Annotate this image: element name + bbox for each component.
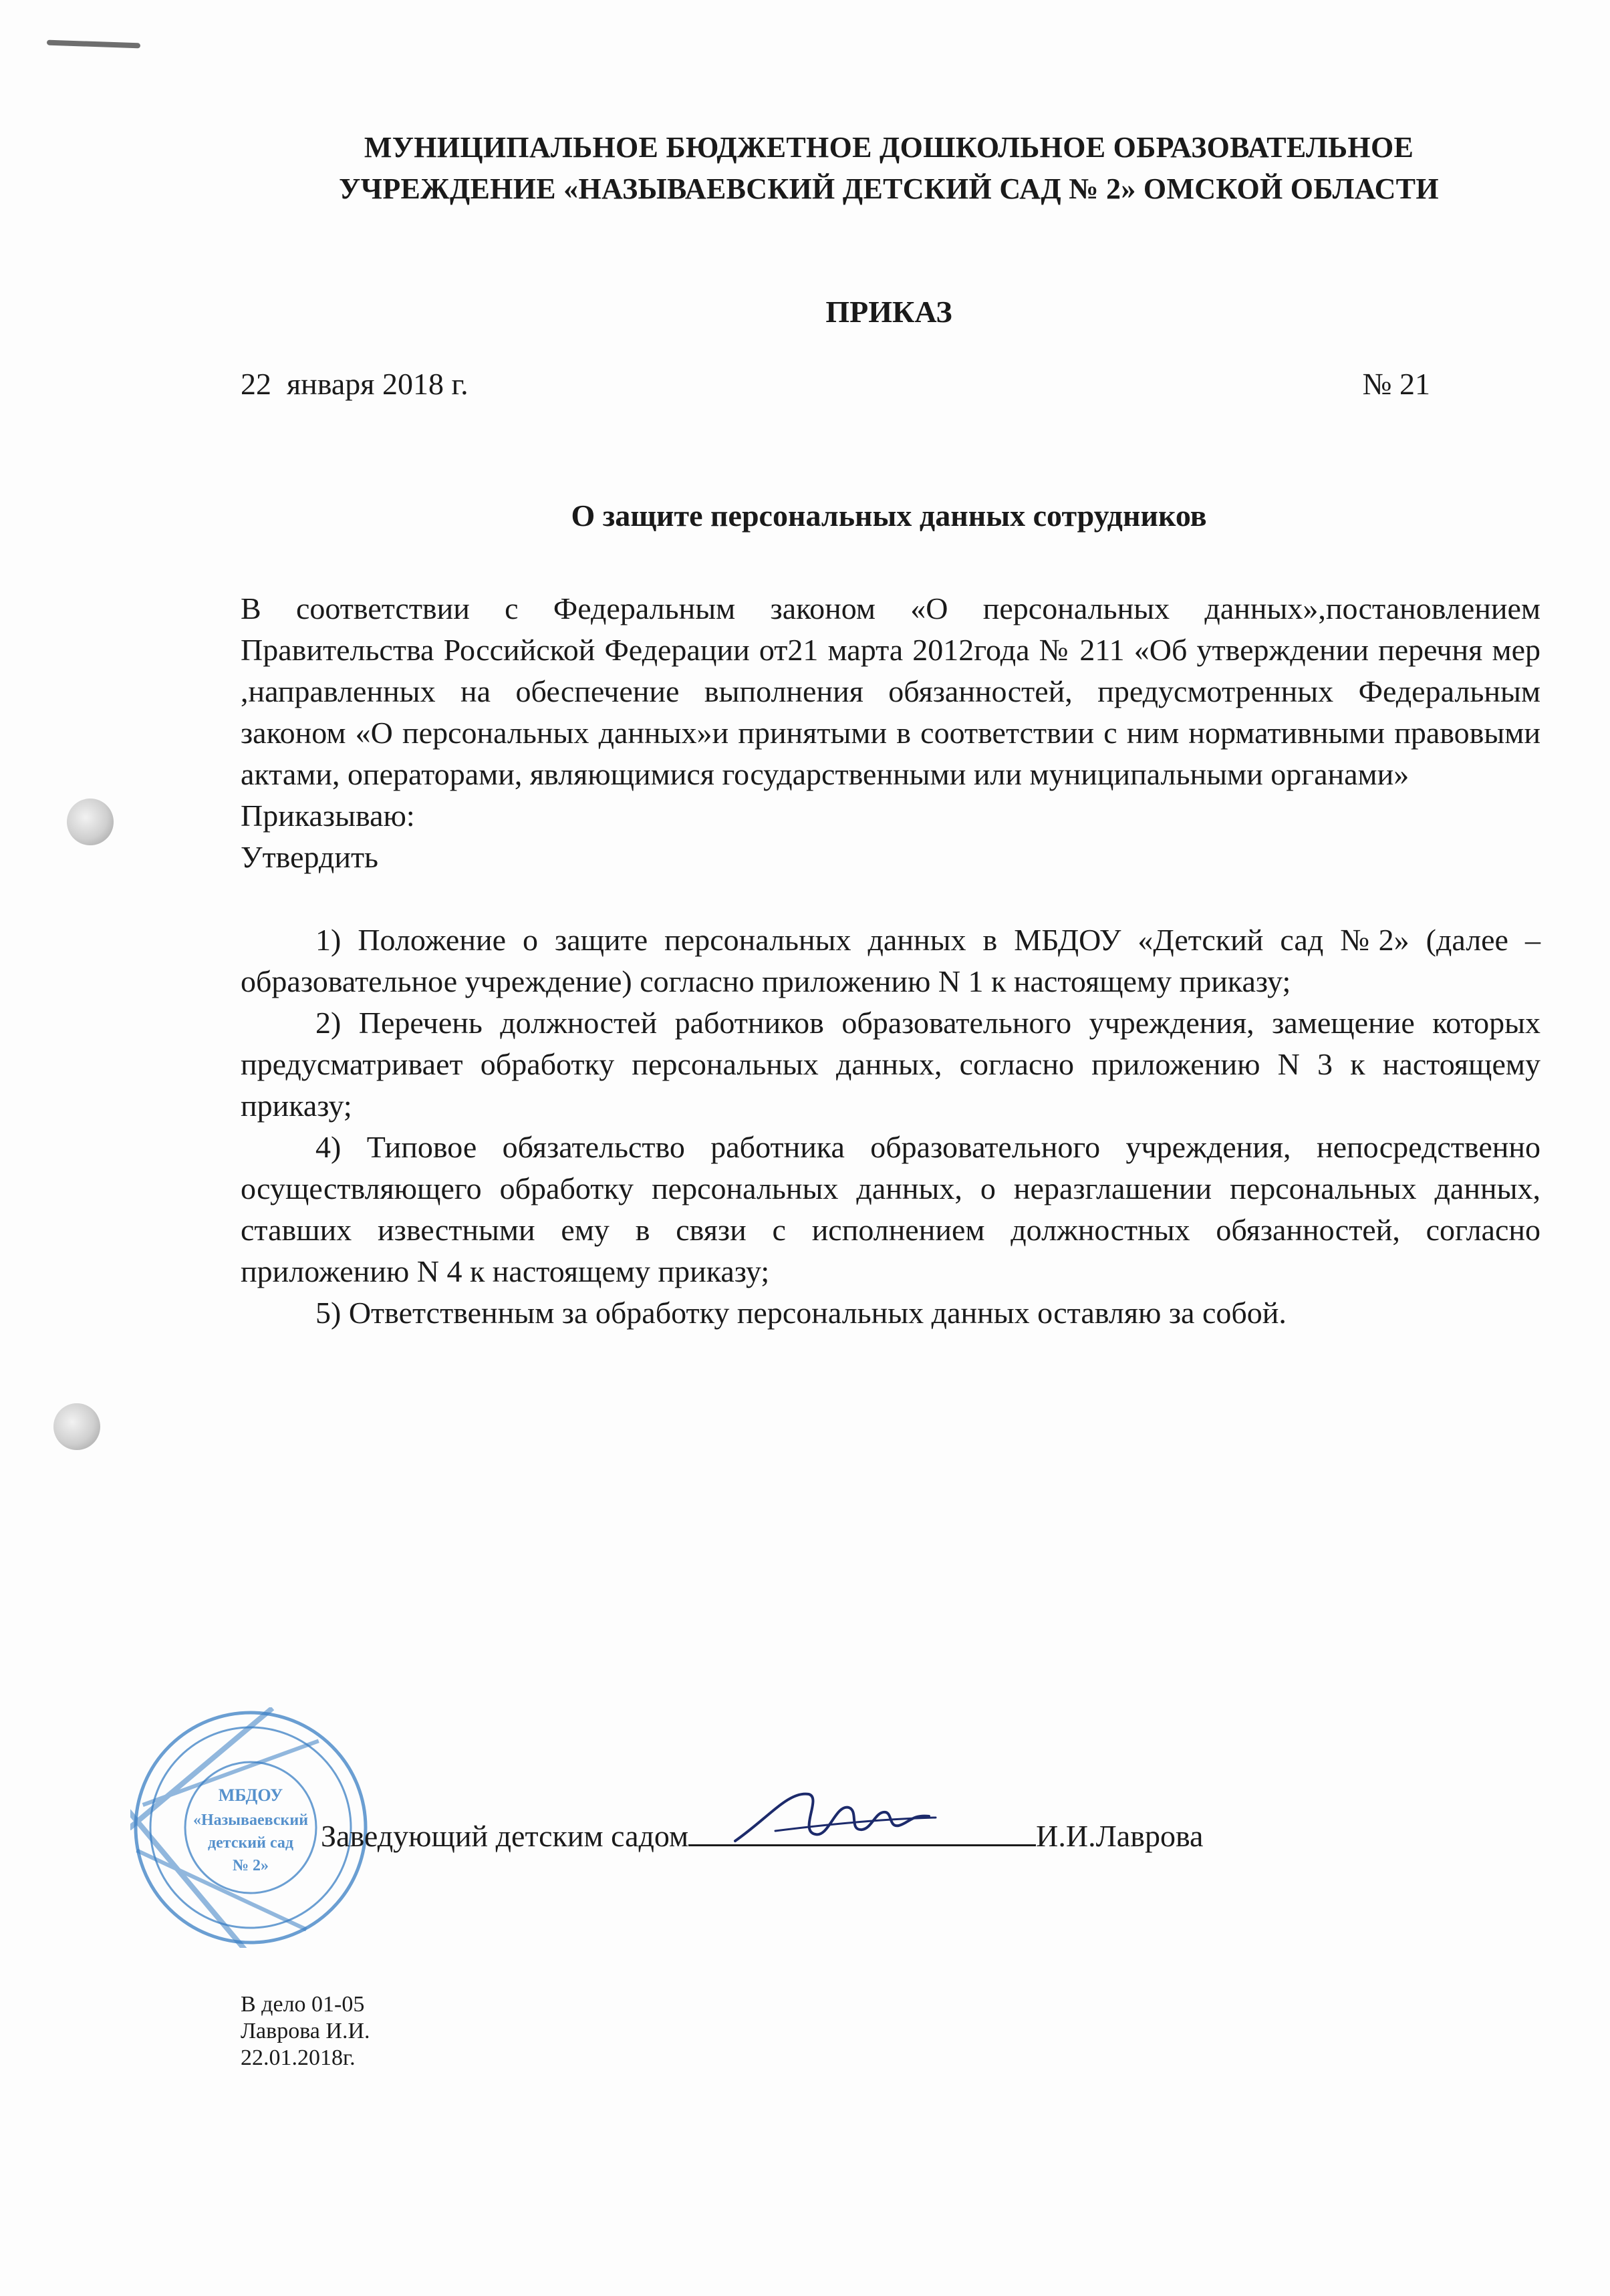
signatory-position: Заведующий детским садом xyxy=(321,1819,689,1853)
list-item: 4) Типовое обязательство работника образовательного учреждения, непосредственно осуществляющего обработку персональных данных, о неразглашении персональных данных, ставших известными ему в связи с исполнением должностных обязанностей, согласно приложению N 4 к настоящему приказу; xyxy=(241,1130,1540,1288)
seal-line-2: «Называевский xyxy=(192,1812,309,1829)
archive-line-1: В дело 01-05 xyxy=(241,1992,365,2017)
order-body xyxy=(241,588,1540,1334)
order-date: 22 января 2018 г. xyxy=(241,367,468,401)
signature-line xyxy=(688,1818,1036,1846)
scan-artifact xyxy=(47,40,140,49)
list-item: 5) Ответственным за обработку персональных данных оставляю за собой. xyxy=(315,1296,1287,1330)
seal-line-4: № 2» xyxy=(232,1857,269,1874)
order-subject: О защите персональных данных сотрудников xyxy=(571,498,1207,533)
signature-block xyxy=(321,1818,1203,1854)
seal-line-1: МБДОУ xyxy=(218,1785,283,1805)
preamble-paragraph: В соответствии с Федеральным законом «О персональных данных»,постановлением Правительства Российской Федерации от21 марта 2012года № 211 «Об утверждении перечня мер ,направленных на обеспечение выполнения обязанностей, предусмотренных Федеральным законом «О персональных данных»и принятыми в соответствии с ним нормативными правовыми актами, операторами, являющимися государственными или муниципальными органами» xyxy=(241,591,1540,791)
punch-hole xyxy=(53,1403,100,1450)
approve-word: Утвердить xyxy=(241,840,379,874)
order-word: Приказываю: xyxy=(241,799,415,833)
archive-line-2: Лаврова И.И. xyxy=(241,2019,370,2043)
organization-name-line-2: УЧРЕЖДЕНИЕ «НАЗЫВАЕВСКИЙ ДЕТСКИЙ САД № 2» ОМСКОЙ ОБЛАСТИ xyxy=(339,172,1439,205)
list-item: 2) Перечень должностей работников образовательного учреждения, замещение которых предусматривает обработку персональных данных, согласно приложению N 3 к настоящему приказу; xyxy=(241,1006,1540,1123)
archive-line-3: 22.01.2018г. xyxy=(241,2045,356,2070)
archive-note xyxy=(241,1991,370,2071)
document-type: ПРИКАЗ xyxy=(825,295,952,329)
order-number: № 21 xyxy=(1362,367,1430,401)
signatory-name: И.И.Лаврова xyxy=(1036,1819,1204,1853)
punch-hole xyxy=(67,799,114,845)
list-item: 1) Положение о защите персональных данных в МБДОУ «Детский сад №2» (далее – образовательное учреждение) согласно приложению N 1 к настоящему приказу; xyxy=(241,923,1540,998)
organization-header xyxy=(241,127,1537,210)
seal-line-3: детский сад xyxy=(207,1834,294,1852)
date-number-row xyxy=(241,366,1430,402)
organization-name-line-1: МУНИЦИПАЛЬНОЕ БЮДЖЕТНОЕ ДОШКОЛЬНОЕ ОБРАЗОВАТЕЛЬНОЕ xyxy=(364,131,1414,164)
handwritten-signature xyxy=(728,1777,942,1851)
